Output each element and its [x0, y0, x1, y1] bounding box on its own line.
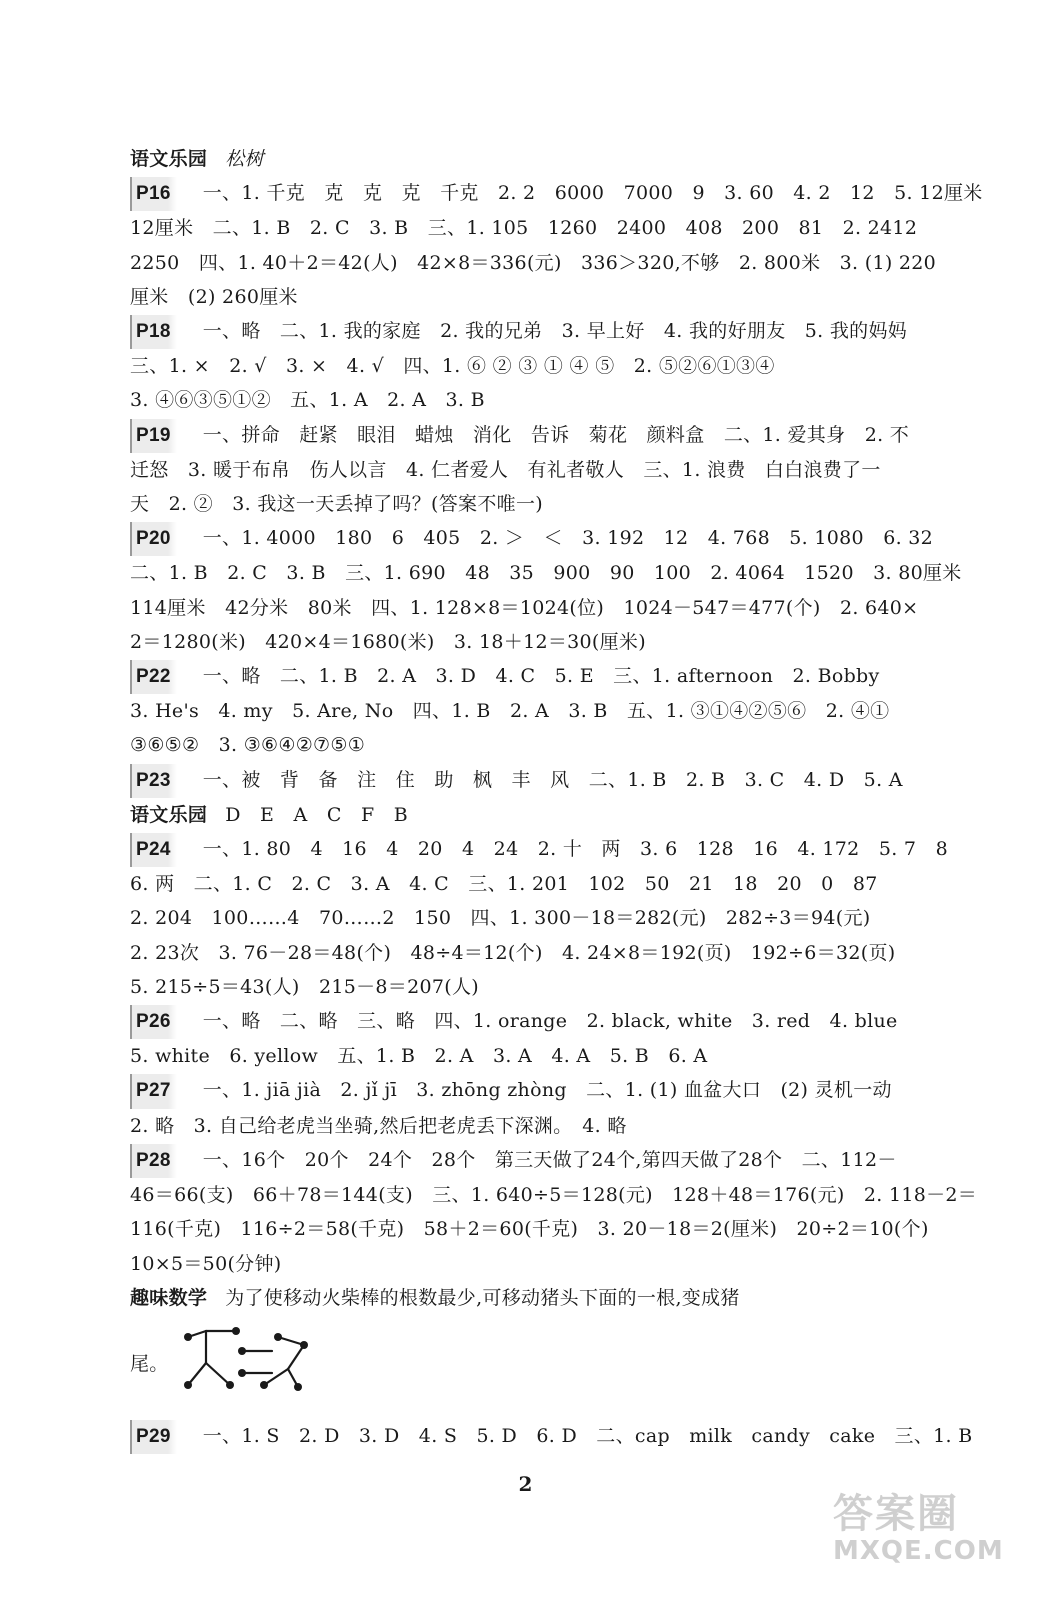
- answer-line: [130, 867, 972, 901]
- answer-line: [130, 1178, 978, 1212]
- watermark-title: 答案圈: [833, 1491, 959, 1537]
- answer-line: [130, 280, 972, 314]
- page-tag: P18: [130, 315, 177, 349]
- answer-text: 二、1. B 2. C 3. B 三、1. 690 48 35 900 90 100 2. 4064 1520 3. 80厘米: [130, 562, 962, 585]
- page-tag: P20: [130, 522, 177, 556]
- answer-line: [130, 383, 972, 417]
- answer-text: 2＝1280(米) 420×4＝1680(米) 3. 18＋12＝30(厘米): [130, 630, 646, 653]
- answer-line: [130, 970, 972, 1004]
- matchstick-diagram: [180, 1327, 320, 1397]
- header-line: [130, 142, 972, 176]
- page-tag: P22: [130, 660, 177, 694]
- page-tag: P27: [130, 1074, 177, 1108]
- answer-text: 2250 四、1. 40＋2＝42(人) 42×8＝336(元) 336＞320,不够 2. 800米 3. (1) 220: [130, 251, 937, 274]
- answer-line: [130, 1039, 972, 1073]
- answer-text: 一、16个 20个 24个 28个 第三天做了24个,第四天做了28个 二、112－: [202, 1148, 897, 1171]
- section-heading: 趣味数学: [130, 1286, 208, 1309]
- section-heading: 语文乐园: [130, 803, 208, 826]
- answer-line: [130, 832, 972, 867]
- answer-text: 一、1. jiā jià 2. jǐ jī 3. zhōng zhòng 二、1. (1) 血盆大口 (2) 灵机一动: [202, 1079, 892, 1102]
- answer-text: 三、1. × 2. √ 3. × 4. √ 四、1. ⑥ ② ③ ① ④ ⑤ 2. ⑤②⑥①③④: [130, 355, 775, 378]
- section-subtitle: 松树: [225, 148, 264, 170]
- answer-text: 一、1. 80 4 16 4 20 4 24 2. 十 两 3. 6 128 16 4. 172 5. 7 8: [202, 838, 949, 861]
- answer-text: 6. 两 二、1. C 2. C 3. A 4. C 三、1. 201 102 50 21 18 20 0 87: [130, 873, 878, 896]
- answer-text: 一、1. 4000 180 6 405 2. ＞ ＜ 3. 192 12 4. 768 5. 1080 6. 32: [202, 527, 934, 550]
- answer-line: [130, 211, 972, 245]
- answer-line: [130, 728, 972, 762]
- answer-line: [130, 1212, 972, 1246]
- page-tag: P24: [130, 833, 177, 867]
- answer-line: [130, 314, 972, 349]
- answer-text: 天 2. ② 3. 我这一天丢掉了吗？(答案不唯一): [130, 493, 543, 516]
- answer-text: 5. white 6. yellow 五、1. B 2. A 3. A 4. A 5. B 6. A: [130, 1045, 708, 1068]
- answer-line: [130, 659, 972, 694]
- answer-text: 一、拼命 赶紧 眼泪 蜡烛 消化 告诉 菊花 颜料盒 二、1. 爱其身 2. 不: [202, 423, 910, 446]
- answer-content: [130, 142, 983, 1454]
- section-heading: 语文乐园: [130, 148, 208, 170]
- answer-text: 2. 204 100……4 70……2 150 四、1. 300－18＝282(元) 282÷3＝94(元): [130, 907, 871, 930]
- answer-text: ③⑥⑤② 3. ③⑥④②⑦⑤①: [130, 734, 366, 757]
- answer-text: 迁怒 3. 暖于布帛 伤人以言 4. 仁者爱人 有礼者敬人 三、1. 浪费 白白浪费了一: [130, 458, 881, 481]
- answer-line: [130, 176, 983, 211]
- answer-text: 为了使移动火柴棒的根数最少,可移动猪头下面的一根,变成猪: [225, 1286, 740, 1309]
- answer-line: [130, 1143, 972, 1178]
- answer-text: 一、略 二、略 三、略 四、1. orange 2. black, white 3. red 4. blue: [202, 1010, 898, 1033]
- page-tag: P29: [130, 1420, 177, 1454]
- answer-line: [130, 901, 972, 935]
- answer-line: [130, 556, 972, 590]
- answer-line: [130, 1281, 972, 1315]
- watermark-url: MXQE.COM: [833, 1536, 1004, 1566]
- answer-line: [130, 798, 972, 832]
- answer-line: [130, 246, 972, 280]
- page-tag: P28: [130, 1144, 177, 1178]
- answer-line: [130, 625, 972, 659]
- answer-text: 一、略 二、1. 我的家庭 2. 我的兄弟 3. 早上好 4. 我的好朋友 5. 我的妈妈: [202, 320, 908, 343]
- answer-text: 3. He's 4. my 5. Are, No 四、1. B 2. A 3. B 五、1. ③①④②⑤⑥ 2. ④①: [130, 700, 890, 723]
- page-tag: P23: [130, 764, 177, 798]
- answer-text: 116(千克) 116÷2＝58(千克) 58＋2＝60(千克) 3. 20－18＝2(厘米) 20÷2＝10(个): [130, 1218, 929, 1241]
- answer-line: [130, 591, 972, 625]
- answer-text: 5. 215÷5＝43(人) 215－8＝207(人): [130, 975, 479, 998]
- answer-line: [130, 1109, 972, 1143]
- answer-text: 10×5＝50(分钟): [130, 1252, 282, 1275]
- answer-text: 2. 略 3. 自己给老虎当坐骑,然后把老虎丢下深渊。 4. 略: [130, 1114, 627, 1137]
- answer-line: [130, 763, 972, 798]
- answer-line: [130, 418, 972, 453]
- answer-line: [130, 694, 972, 728]
- answer-line: [130, 1004, 972, 1039]
- answer-line: [130, 936, 972, 970]
- figure-line-text: 尾。: [130, 1352, 169, 1375]
- answer-line: [130, 349, 972, 383]
- page-tag: P26: [130, 1005, 177, 1039]
- answer-text: 12厘米 二、1. B 2. C 3. B 三、1. 105 1260 2400 408 200 81 2. 2412: [130, 217, 918, 240]
- figure-line: [130, 1329, 972, 1397]
- answer-text: 46＝66(支) 66＋78＝144(支) 三、1. 640÷5＝128(元) 128＋48＝176(元) 2. 118－2＝: [130, 1184, 978, 1207]
- answer-text: 一、被 背 备 注 住 助 枫 丰 风 二、1. B 2. B 3. C 4. D 5. A: [202, 768, 903, 791]
- answer-text: 2. 23次 3. 76－28＝48(个) 48÷4＝12(个) 4. 24×8＝192(页) 192÷6＝32(页): [130, 941, 896, 964]
- page-number: 2: [518, 1472, 533, 1496]
- answer-line: [130, 453, 972, 487]
- answer-line: [130, 487, 972, 521]
- answer-text: 一、略 二、1. B 2. A 3. D 4. C 5. E 三、1. afternoon 2. Bobby: [202, 665, 880, 688]
- answer-text: 114厘米 42分米 80米 四、1. 128×8＝1024(位) 1024－547＝477(个) 2. 640×: [130, 596, 919, 619]
- page-tag: P16: [130, 177, 177, 211]
- last-answer-line: [130, 1419, 972, 1454]
- watermark-logo: [833, 1492, 1023, 1582]
- answer-lines: [130, 176, 983, 1315]
- answer-line: [130, 1247, 972, 1281]
- answer-text: 一、1. S 2. D 3. D 4. S 5. D 6. D 二、cap milk candy cake 三、1. B: [202, 1424, 973, 1447]
- answer-line: [130, 1073, 972, 1108]
- answer-text: 一、1. 千克 克 克 克 千克 2. 2 6000 7000 9 3. 60 4. 2 12 5. 12厘米: [202, 182, 983, 205]
- answer-text: 3. ④⑥③⑤①② 五、1. A 2. A 3. B: [130, 389, 485, 412]
- answer-text: D E A C F B: [225, 803, 409, 826]
- answer-text: 厘米 (2) 260厘米: [130, 285, 298, 308]
- answer-line: [130, 521, 972, 556]
- page-tag: P19: [130, 419, 177, 453]
